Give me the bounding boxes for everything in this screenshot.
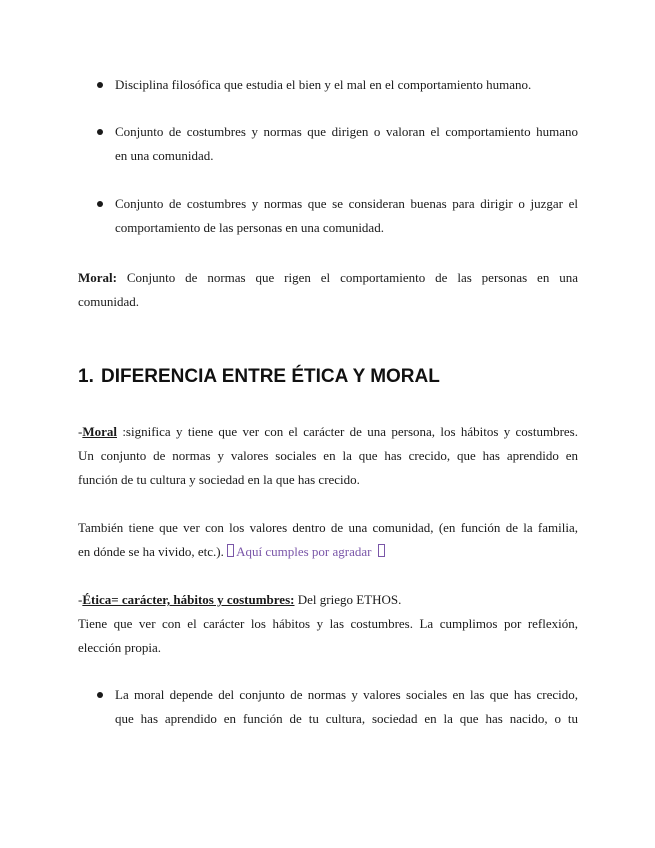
dash: - <box>78 592 83 607</box>
bullet-icon <box>97 82 103 88</box>
list-item <box>78 683 578 731</box>
section-title: DIFERENCIA ENTRE ÉTICA Y MORAL <box>101 366 440 387</box>
moral-term: Moral: <box>78 270 117 285</box>
moral-definition-text: Conjunto de normas que rigen el comportamiento de las personas en una <box>116 270 578 285</box>
bullet-text-line: La moral depende del conjunto de normas y valores sociales en las que has crecido, <box>115 687 578 702</box>
bullet-text-line: en una comunidad. <box>115 148 214 163</box>
bullet-text: Disciplina filosófica que estudia el bien y el mal en el comportamiento humano. <box>115 77 532 92</box>
moral-term-underlined: Moral <box>82 424 117 439</box>
list-item <box>78 120 578 168</box>
bullet-icon <box>97 201 103 207</box>
paragraph-text: Del griego ETHOS. <box>294 592 402 607</box>
moral-definition <box>78 266 578 314</box>
bullet-text-line: comportamiento de las personas en una comunidad. <box>115 220 384 235</box>
paragraph-line <box>78 540 578 564</box>
paragraph-line: función de tu cultura y sociedad en la que has crecido. <box>78 472 360 487</box>
paragraph-line: elección propia. <box>78 640 162 655</box>
moral-definition-line <box>78 266 578 290</box>
etica-paragraph <box>78 588 578 660</box>
missing-glyph-icon <box>227 544 234 557</box>
list-item <box>78 73 578 97</box>
bullet-text-line: Conjunto de costumbres y normas que dirigen o valoran el comportamiento humano <box>115 124 578 139</box>
bullet-text-line: que has aprendido en función de tu cultura, sociedad en la que has nacido, o tu <box>115 711 578 726</box>
note-label: Aquí cumples por agradar <box>236 544 375 559</box>
bullet-icon <box>97 692 103 698</box>
values-paragraph <box>78 516 578 564</box>
paragraph-line <box>78 588 578 612</box>
comparison-bullet-list <box>78 683 578 731</box>
paragraph-text: en dónde se ha vivido, etc.). <box>78 544 228 559</box>
list-item <box>78 192 578 240</box>
paragraph-line <box>78 420 578 444</box>
bullet-icon <box>97 129 103 135</box>
paragraph-line: Un conjunto de normas y valores sociales en la que has crecido, que has aprendido en <box>78 448 578 463</box>
note-text <box>227 544 385 559</box>
paragraph-line: Tiene que ver con el carácter los hábitos y las costumbres. La cumplimos por reflexión, <box>78 616 578 631</box>
bullet-text-line: Conjunto de costumbres y normas que se consideran buenas para dirigir o juzgar el <box>115 196 578 211</box>
paragraph-text: :significa y tiene que ver con el carácter de una persona, los hábitos y costumbres. <box>117 424 578 439</box>
missing-glyph-icon <box>378 544 385 557</box>
paragraph-line: También tiene que ver con los valores dentro de una comunidad, (en función de la familia, <box>78 520 578 535</box>
section-number: 1. <box>78 366 94 387</box>
etica-term-underlined: Ética= carácter, hábitos y costumbres: <box>82 592 295 607</box>
definition-bullet-list <box>78 73 578 240</box>
dash: - <box>78 424 83 439</box>
section-heading <box>78 364 578 390</box>
moral-paragraph <box>78 420 578 492</box>
moral-definition-line: comunidad. <box>78 294 140 309</box>
